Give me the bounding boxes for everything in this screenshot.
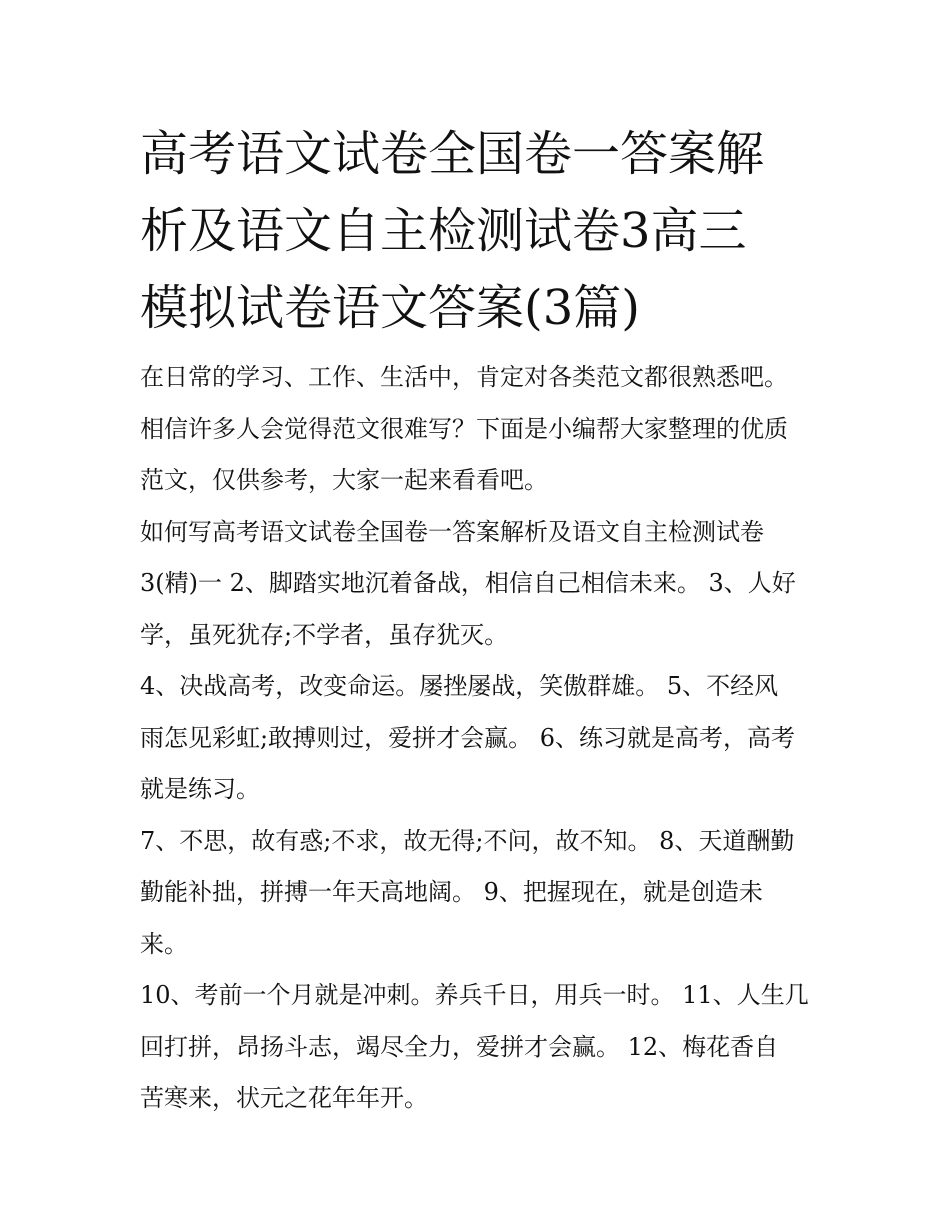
title-line: 模拟试卷语文答案(3篇)	[140, 280, 640, 336]
text-line: 范文，仅供参考，大家一起来看看吧。	[140, 466, 548, 494]
text-line: 在日常的学习、工作、生活中，肯定对各类范文都很熟悉吧。	[140, 363, 788, 391]
text-line: 4、决战高考，改变命运。屡挫屡战，笑傲群雄。 5、不经风	[140, 672, 779, 700]
text-line: 雨怎见彩虹;敢搏则过，爱拼才会赢。 6、练习就是高考，高考	[140, 723, 795, 752]
text-line: 7、不思，故有惑;不求，故无得;不问，故不知。 8、天道酬勤	[140, 826, 795, 855]
document-body	[140, 352, 820, 1125]
text-line: 回打拼，昂扬斗志，竭尽全力，爱拼才会赢。 12、梅花香自	[140, 1032, 779, 1061]
text-line: 就是练习。	[140, 775, 260, 803]
body-paragraph	[140, 507, 820, 662]
text-line: 苦寒来，状元之花年年开。	[140, 1084, 428, 1112]
text-line: 勤能补拙，拼搏一年天高地阔。 9、把握现在，就是创造未	[140, 878, 763, 906]
title-line: 析及语文自主检测试卷3高三	[140, 203, 747, 259]
body-paragraph	[140, 661, 820, 816]
page-title	[140, 116, 820, 347]
text-line: 3(精)一 2、脚踏实地沉着备战，相信自己相信未来。 3、人好	[140, 569, 796, 597]
text-line: 10、考前一个月就是冲刺。养兵千日，用兵一时。 11、人生几	[140, 981, 809, 1009]
title-line: 高考语文试卷全国卷一答案解	[140, 126, 765, 182]
text-line: 相信许多人会觉得范文很难写？下面是小编帮大家整理的优质	[140, 414, 788, 443]
intro-paragraph	[140, 352, 820, 507]
body-paragraph	[140, 970, 820, 1125]
text-line: 如何写高考语文试卷全国卷一答案解析及语文自主检测试卷	[140, 517, 764, 546]
body-paragraph	[140, 816, 820, 971]
text-line: 学，虽死犹存;不学者，虽存犹灭。	[140, 620, 509, 649]
text-line: 来。	[140, 929, 188, 958]
